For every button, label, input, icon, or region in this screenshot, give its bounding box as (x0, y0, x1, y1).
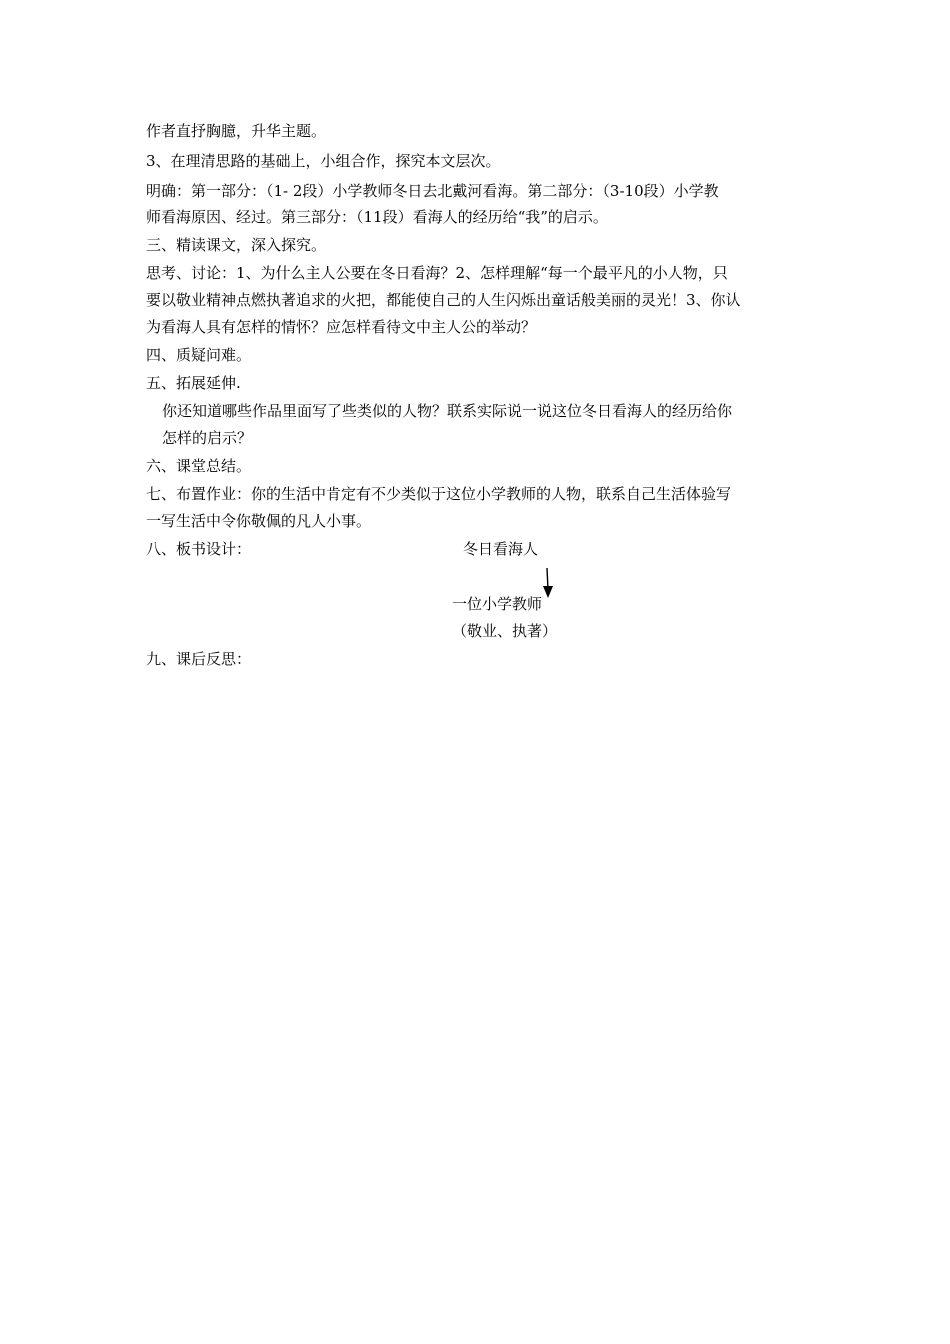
board-person: 一位小学教师 (452, 595, 543, 613)
text-line-14: 七、布置作业：你的生活中肯定有不少类似于这位小学教师的人物，联系自己生活体验写 (146, 485, 732, 503)
text-line-8: 为看海人具有怎样的情怀？应怎样看待文中主人公的举动？ (146, 318, 537, 336)
text-line-7: 要以敬业精神点燃执著追求的火把，都能使自己的人生闪烁出童话般美丽的灵光！3、你认 (146, 291, 741, 309)
text-line-3: 明确：第一部分：（1- 2段）小学教师冬日去北戴河看海。第二部分：（3-10段）小学教 (146, 182, 719, 200)
section-heading-5: 五、拓展延伸. (146, 374, 241, 392)
text-line-12: 怎样的启示？ (162, 429, 253, 447)
text-line-15: 一写生活中令你敬佩的凡人小事。 (146, 512, 372, 530)
text-line-11: 你还知道哪些作品里面写了些类似的人物？联系实际说一说这位冬日看海人的经历给你 (162, 402, 733, 420)
text-line-1: 作者直抒胸臆，升华主题。 (146, 122, 327, 140)
text-line-2: 3、在理清思路的基础上，小组合作，探究本文层次。 (146, 152, 501, 170)
board-traits: （敬业、执著） (452, 622, 558, 640)
section-heading-4: 四、质疑问难。 (146, 346, 252, 364)
arrow-down-icon (541, 568, 555, 598)
section-heading-6: 六、课堂总结。 (146, 457, 252, 475)
section-heading-8: 八、板书设计： (146, 540, 252, 558)
text-line-4: 师看海原因、经过。第三部分：（11段）看海人的经历给“我”的启示。 (146, 208, 608, 226)
board-title: 冬日看海人 (463, 540, 539, 558)
section-heading-9: 九、课后反思： (146, 650, 252, 668)
section-heading-3: 三、精读课文，深入探究。 (146, 236, 327, 254)
text-line-6: 思考、讨论：1、为什么主人公要在冬日看海？2、怎样理解“每一个最平凡的小人物，只 (146, 264, 728, 282)
